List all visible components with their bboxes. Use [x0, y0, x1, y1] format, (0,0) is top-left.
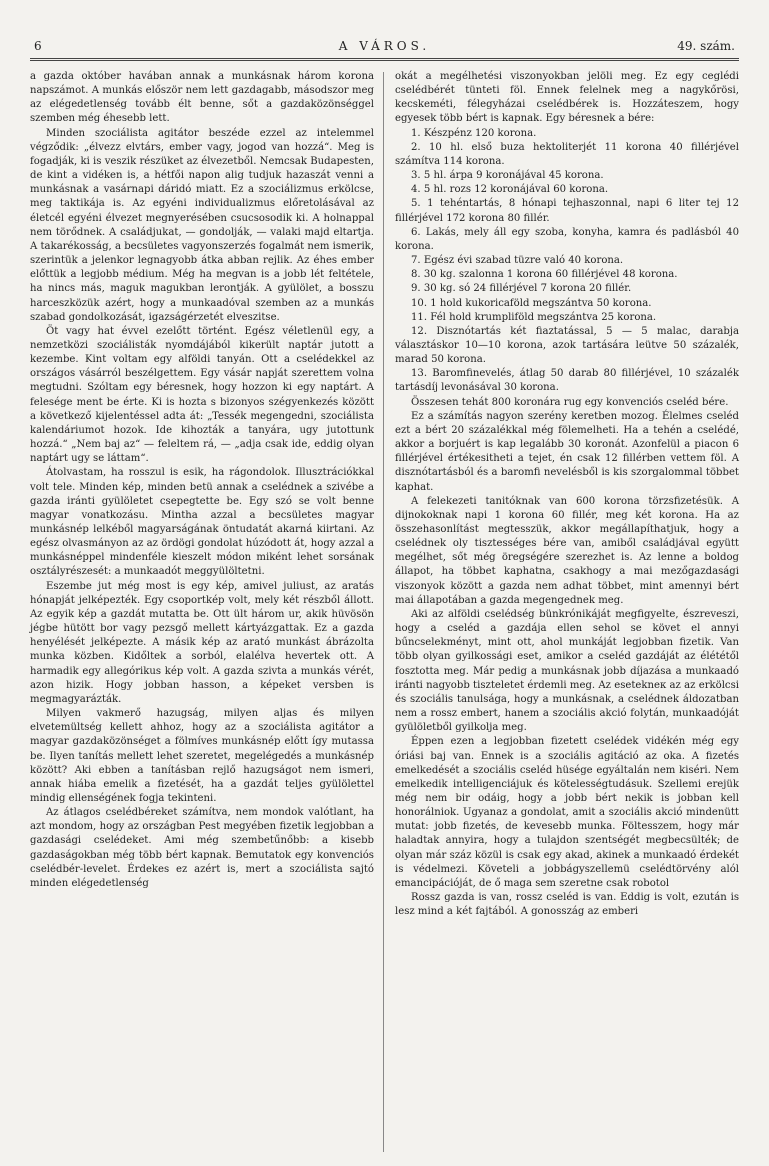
wage-item: 11. Fél hold krumpliföld megszántva 25 korona.: [411, 311, 657, 323]
right-column: [395, 70, 739, 919]
paragraph: Öt vagy hat évvel ezelőtt történt. Egész véletlenül egy, a nemzetközi szociálisták nyomdájából kikerült naptár jutott a kezembe. Kint voltam egy alföldi tanyán. Ott a cselédekkel az országos vásárról beszélgettem. Egy vásár napját szerettem volna megtudni. Szóltam egy béresnek, hogy hozzon ki egy naptárt. A felesége ment be érte. Ki is hozta s bizonyos szégyenkezés között a következő kijelentéssel adta át: „Tessék megengedni, szociálista kalendáriumot hozok. Ide kihozták a tanyára, ugy jutottunk hozzá.“ „Nem baj az“ — feleltem rá, — „adja csak ide, eddig olyan naptárt ugy se láttam“.: [30, 325, 374, 465]
paragraph: Milyen vakmerő hazugság, milyen aljas és milyen elvetemültség kellett ahhoz, hogy az a szociálista agitátor a magyar gazdaközönséget a fölmíves munkásnép előtt így mutassa be. Ilyen tanítás mellett lehet szeretet, megelégedés a munkásnép között? Aki ebben a tanításban rejlő hazugságot nem ismeri, annak hiába emelik a fizetését, ha a gazdát teljes gyülölettel mindig ellenségének fogja tekinteni.: [30, 708, 374, 804]
left-column: [30, 70, 374, 891]
wage-item: 10. 1 hold kukoricaföld megszántva 50 korona.: [411, 297, 652, 309]
wage-item: 12. Disznótartás két fiaztatással, 5 — 5 malac, darabja választáskor 10—10 korona, azok tartására leütve 50 százalék, marad 50 korona.: [395, 325, 739, 366]
paragraph: Minden szociálista agitátor beszéde ezzel az intelemmel végződik: „élvezz elvtárs, ember vagy, jogod van hozzá“. Meg is fogadják, ki is veszik részüket az élvezetből. Nemcsak Budapesten, de kint a vidéken is, a hétfői napon alig tudjuk hazaszát venni a munkásnak a vasárnapi dáridó miatt. Ez a szociálizmus erkölcse, meg taktikája is. Az egyéni individualizmus előretolásával az életcél egyéni élvezet megnyerésében csucsosodik ki. A holnappal nem törődnek. A családjukat, — gondolják, — valaki majd eltartja. A takarékosság, a becsületes vagyonszerzés fogalmát nem ismerik, szerintük a jelenkor legnagyobb átka abban rejlik. Az éhes ember előttük a legjobb médium. Még ha megvan is a jobb lét feltétele, ha nincs más, maguk magukban lerontják. A gyülölet, a bosszu harceszközük azért, hogy a munkaadóval szemben az a munkás szabad gondolkozását, igazságérzetét elveszitse.: [30, 127, 374, 323]
issue-number: 49. szám.: [677, 39, 735, 53]
paragraph: Éppen ezen a legjobban fizetett cselédek vidékén még egy óriási baj van. Ennek is a szociális agitáció az oka. A fizetés emelkedését a szociális cseléd hüsége egyáltalán nem kiséri. Nem emelkedik intelligenciájuk és kötelességtudásuk. Szellemi erejük még nem bir odáig, hogy a jobb bért nekik is jobban kell honorálniok. Ugyanaz a gondolat, amit a szociális akció mindenütt mutat: jobb fizetés, de kevesebb munka. Föltesszem, hogy már haladtak annyira, hogy a tulajdon szentségét megbecsülték; de olyan már száz közül is csak egy akad, akinek a munkaadó érdekét is védelmezi. Követeli a jobbágyszellemü cselédtörvény alól emancipációját, de ő maga sem szeretne csak robotol: [395, 736, 739, 889]
paragraph: Aki az alföldi cselédség bünkrónikáját megfigyelte, észreveszi, hogy a cseléd a gazdája ellen sehol se követ el annyi bűncselekményt, mint ott, ahol munkáját legjobban fizetik. Van több olyan gyilkossági eset, amikor a cseléd gazdáját az élététől fosztotta meg. Már pedig a munkásnak jobb díjazása a munkaadó iránti nagyobb tiszteletet érdemli meg. Az esetekneк az az erkölcsi és szociális tanulsága, hogy a munkásnak, a cselédnek áldozatban nem a rossz embert, hanem a szociális akció folytán, munkaadóját gyülöletből gyilkolja meg.: [395, 608, 739, 734]
wage-item: 3. 5 hl. árpa 9 koronájával 45 korona.: [411, 170, 604, 182]
paragraph: Átolvastam, ha rosszul is esik, ha rágondolok. Illusztrációkkal volt tele. Minden kép, minden betü annak a cselédnek a szivébe a gazda iránti gyülöletet csepegtette be. Egy szó se volt benne magyar vonatkozásu. Mintha azzal a becsületes magyar munkásnép lelkéből magyarságának öntudatát akarná kiirtani. Az egész olvasmányon az az ördögi gondolat húzódott át, hogy azzal a munkásnéppel mindenféle kieszelt módon miként lehet sorsának osztályrészesét: a munkaadót meggyülöltetni.: [30, 467, 374, 578]
paragraph: okát a megélhetési viszonyokban jelöli meg. Ez egy ceglédi cselédbérét tünteti föl. Ennek felelnek meg a nagykőrösi, kecskeméti, félegyházai cselédbérek is. Hozzáteszem, hogy egyesek több bért is kapnak. Egy béresnek a bére:: [395, 71, 739, 125]
newspaper-title: A VÁROS.: [338, 39, 431, 53]
paragraph: Ez a számítás nagyon szerény keretben mozog. Élelmes cseléd ezt a bért 20 százalékkal még fölemelheti. Ha a tehén a cselédé, akkor a borjuért is kap legalább 30 koronát. Azonfelül a piacon 6 fillérjével értékesitheti a tejet, én csak 12 fillérben vettem föl. A disznótartásból és a baromfi nevelésből is kis szorgalommal többet kaphat.: [395, 410, 739, 493]
wage-item: 2. 10 hl. első buza hektoliterjét 11 korona 40 fillérjével számítva 114 korona.: [395, 141, 739, 167]
wage-item: 13. Baromfinevelés, átlag 50 darab 80 fillérjével, 10 százalék tartásdíj levonásával 30 korona.: [395, 368, 739, 394]
wage-item: 4. 5 hl. rozs 12 koronájával 60 korona.: [411, 184, 609, 196]
paragraph: Rossz gazda is van, rossz cseléd is van. Eddig is volt, ezután is lesz mind a két fajtából. A gonosszág az emberi: [395, 892, 739, 918]
paragraph: Eszembe jut még most is egy kép, amivel juliust, az aratás hónapját jelképezték. Egy csoportkép volt, mely két részből állott. Az egyik kép a gazdát mutatta be. Ott ült három ur, akik hüvösön jégbe hütött bor vagy pezsgő mellett kártyázgattak. Ez a gazda henyélését jelképezte. A másik kép az arató munkást ábrázolta munka közben. Kidőltek a sorból, elalélva hevertek ott. A harmadik egy allegórikus kép volt. A gazda szivta a munkás vérét, azon hizik. Hogy jobban hasson, a képeket versben is megmagyarázták.: [30, 580, 374, 705]
wage-item: 5. 1 tehéntartás, 8 hónapi tejhaszonnal, napi 6 liter tej 12 fillérjével 172 korona 80 fillér.: [395, 198, 739, 224]
wage-item: 9. 30 kg. só 24 fillérjével 7 korona 20 fillér.: [411, 283, 632, 295]
page-header: [30, 36, 739, 61]
paragraph: A felekezeti tanitóknak van 600 korona törzsfizetésük. A dijnokoknak napi 1 korona 60 fillér, meg két korona. Ha az összehasonlítást megtesszük, akkor megállapíthatjuk, hogy a cselédnek oly tisztességes bére van, amiből családjával együtt megélhet, sőt még öregségére szerezhet is. Az lenne a boldog állapot, ha többet kaphatna, csakhogy a mai mezőgazdasági viszonyok között a gazda nem adhat többet, mint amennyi bért mai állapotában a gazda megengednek meg.: [395, 495, 739, 606]
paragraph: Összesen tehát 800 koronára rug egy konvenciós cseléd bére.: [411, 396, 729, 408]
column-divider: [383, 72, 384, 1152]
paragraph: Az átlagos cselédbéreket számítva, nem mondok valótlant, ha azt mondom, hogy az országban Pest megyében fizetik legjobban a gazdasági cselédeket. Ami még szembetűnőbb: a kisebb gazdaságokban még több bért kapnak. Bemutatok egy konvenciós cselédbér-levelet. Érdekes ez azért is, mert a szociálista sajtó minden elégedetlenség: [30, 807, 374, 889]
wage-item: 6. Lakás, mely áll egy szoba, konyha, kamra és padlásból 40 korona.: [395, 226, 739, 252]
paragraph: a gazda október havában annak a munkásnak három korona napszámot. A munkás először nem lett gazdagabb, másodszor meg az elégedetlenség tovább élt benne, sőt a gazdaközönséggel szemben még éhesebb lett.: [30, 71, 374, 125]
wage-item: 1. Készpénz 120 korona.: [411, 127, 537, 139]
wage-item: 8. 30 kg. szalonna 1 korona 60 fillérjével 48 korona.: [411, 269, 678, 281]
page-number: 6: [34, 39, 42, 53]
wage-item: 7. Egész évi szabad tüzre való 40 korona.: [411, 255, 624, 267]
